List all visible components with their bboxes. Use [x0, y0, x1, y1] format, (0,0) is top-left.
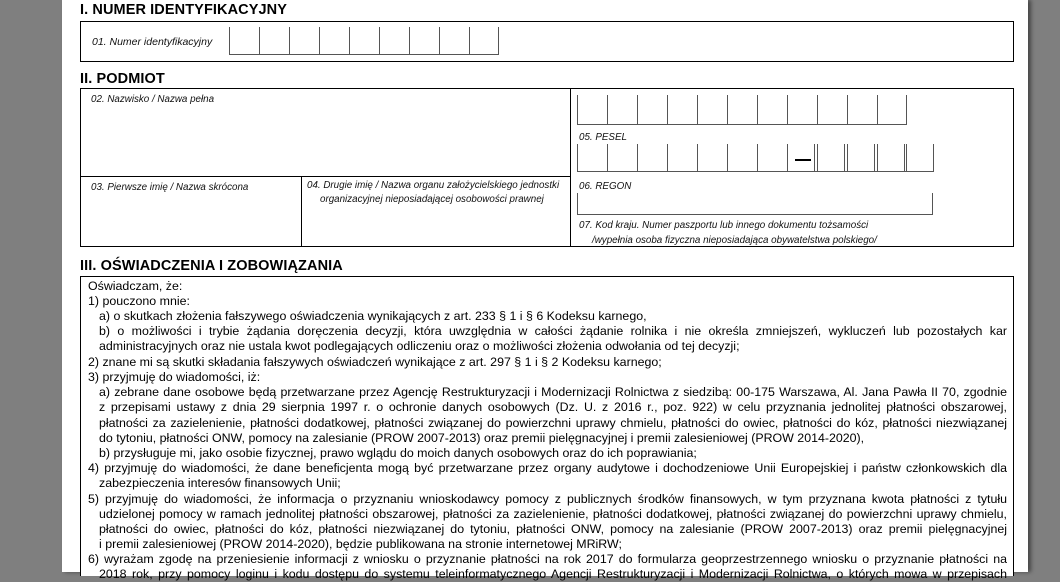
field-01-label: 01. Numer identyfikacyjny [92, 36, 213, 48]
statement-2: 2) znane mi są skutki składania fałszywych oświadczeń wynikające z art. 297 § 1 i § 2 Kodeksu karnego; [88, 355, 662, 369]
field-06-label: 06. REGON [579, 181, 632, 192]
statement-4-line1: 4) przyjmuję do wiadomości, że dane beneficjenta mogą być przetwarzane przez organy audytowe i dochodzeniowe Unii Europejskiej i państw członkowskich dla [88, 461, 1007, 475]
statement-3: 3) przyjmuję do wiadomości, iż: [88, 370, 261, 384]
section-2-title: II. PODMIOT [80, 71, 165, 87]
statement-3b: b) przysługuje mi, jako osobie fizycznej, prawo wglądu do moich danych osobowych oraz do ich poprawiania; [99, 446, 697, 460]
section-1-title: I. NUMER IDENTYFIKACYJNY [80, 2, 288, 18]
upper-code-input[interactable] [577, 95, 907, 125]
statement-1b-line1: b) o możliwości i trybie żądania doręczenia decyzji, która uwzględnia w całości żądanie rolnika i nie określa zmniejszeń, wykluczeń lub pozostałych kar [99, 324, 1007, 338]
first-name-input[interactable] [83, 195, 299, 243]
field-04-label-line1: 04. Drugie imię / Nazwa organu założycielskiego jednostki [307, 180, 560, 191]
identification-number-input[interactable] [229, 27, 499, 55]
field-07-label-line2: /wypełnia osoba fizyczna nieposiadająca obywatelstwa polskiego/ [592, 235, 877, 246]
statement-1: 1) pouczono mnie: [88, 294, 190, 308]
surname-input[interactable] [83, 105, 568, 173]
statement-4-line2: zabezpieczenia interesów finansowych Unii; [99, 476, 341, 490]
second-name-input[interactable] [303, 209, 568, 244]
section-2-box [80, 88, 1014, 247]
statement-3a-line1: a) zebrane dane osobowe będą przetwarzane przez Agencję Restrukturyzacji i Modernizacji Rolnictwa z siedzibą: 00-175 Warszawa, Al. Jana Pawła II 70, zgodnie [99, 385, 1007, 399]
statement-intro: Oświadczam, że: [88, 279, 183, 293]
statement-5-line2: udzielonej pomocy w ramach jednolitej płatności obszarowej, płatności za zazielenienie, płatności dodatkowej, płatności związanej do powierzchni uprawy chmielu, [99, 507, 1007, 521]
statement-3a-line2: z przepisami ustawy z dnia 29 sierpnia 1997 r. o ochronie danych osobowych (Dz. U. z 2016 r., poz. 922) w celu przyznania jednolitej płatności obszarowej, [99, 400, 1007, 414]
pesel-suffix-input[interactable] [814, 144, 934, 172]
field-07-label-line1: 07. Kod kraju. Numer paszportu lub innego dokumentu tożsamości [579, 220, 869, 231]
section-3-box [80, 276, 1014, 581]
field-02-label: 02. Nazwisko / Nazwa pełna [91, 94, 215, 105]
statement-6-line1: 6) wyrażam zgodę na przeniesienie informacji z wniosku o przyznanie płatności na rok 2017 do formularza geoprzestrzennego wniosku o przyznanie płatności na [88, 552, 1007, 566]
field-03-label: 03. Pierwsze imię / Nazwa skrócona [91, 182, 249, 193]
field-05-label: 05. PESEL [579, 132, 627, 143]
section-1-box [80, 21, 1014, 62]
statement-3a-line3: płatności za zazielenienie, płatności dodatkowej, płatności związanej do powierzchni uprawy chmielu, płatności do owiec, płatności do kóz, płatności niezwiązanej [99, 416, 1007, 430]
regon-input[interactable] [577, 193, 933, 215]
statement-1a: a) o skutkach złożenia fałszywego oświadczenia wynikających z art. 233 § 1 i § 6 Kodeksu karnego, [99, 309, 647, 323]
statement-6-line2: 2018 rok, przy pomocy loginu i kodu dostępu do systemu teleinformatycznego Agencji Restrukturyzacji i Modernizacji Rolnictwa, o których mowa w przepisach [99, 567, 1007, 581]
document-page [62, 0, 1028, 581]
field-04-label-line2: organizacyjnej nieposiadającej osobowości prawnej [320, 194, 544, 205]
pesel-separator [795, 159, 811, 161]
statement-5-line3: płatności do owiec, płatności do kóz, płatności niezwiązanej do tytoniu, płatności ONW, pomocy na zalesianie (PROW 2007-2013) oraz premii pielęgnacyjnej [99, 522, 1007, 536]
statement-5-line4: i premii zalesieniowej (PROW 2014-2020), będzie publikowana na stronie internetowej MRiRW; [99, 537, 622, 551]
section-3-title: III. OŚWIADCZENIA I ZOBOWIĄZANIA [80, 258, 343, 274]
statement-1b-line2: administracyjnych oraz nie ustala kwot podlegających odliczeniu oraz o możliwości złożenia odwołania od tej decyzji; [99, 339, 740, 353]
statement-3a-line4: do tytoniu, płatności ONW, pomocy na zalesianie (PROW 2007-2013) oraz premii pielęgnacyjnej i premii zalesieniowej (PROW 2014-2020), [99, 431, 865, 445]
statement-5-line1: 5) przyjmuję do wiadomości, że informacja o przyznaniu wnioskodawcy pomocy z publicznych środków finansowych, w tym przyznana kwota płatności z tytułu [88, 492, 1007, 506]
